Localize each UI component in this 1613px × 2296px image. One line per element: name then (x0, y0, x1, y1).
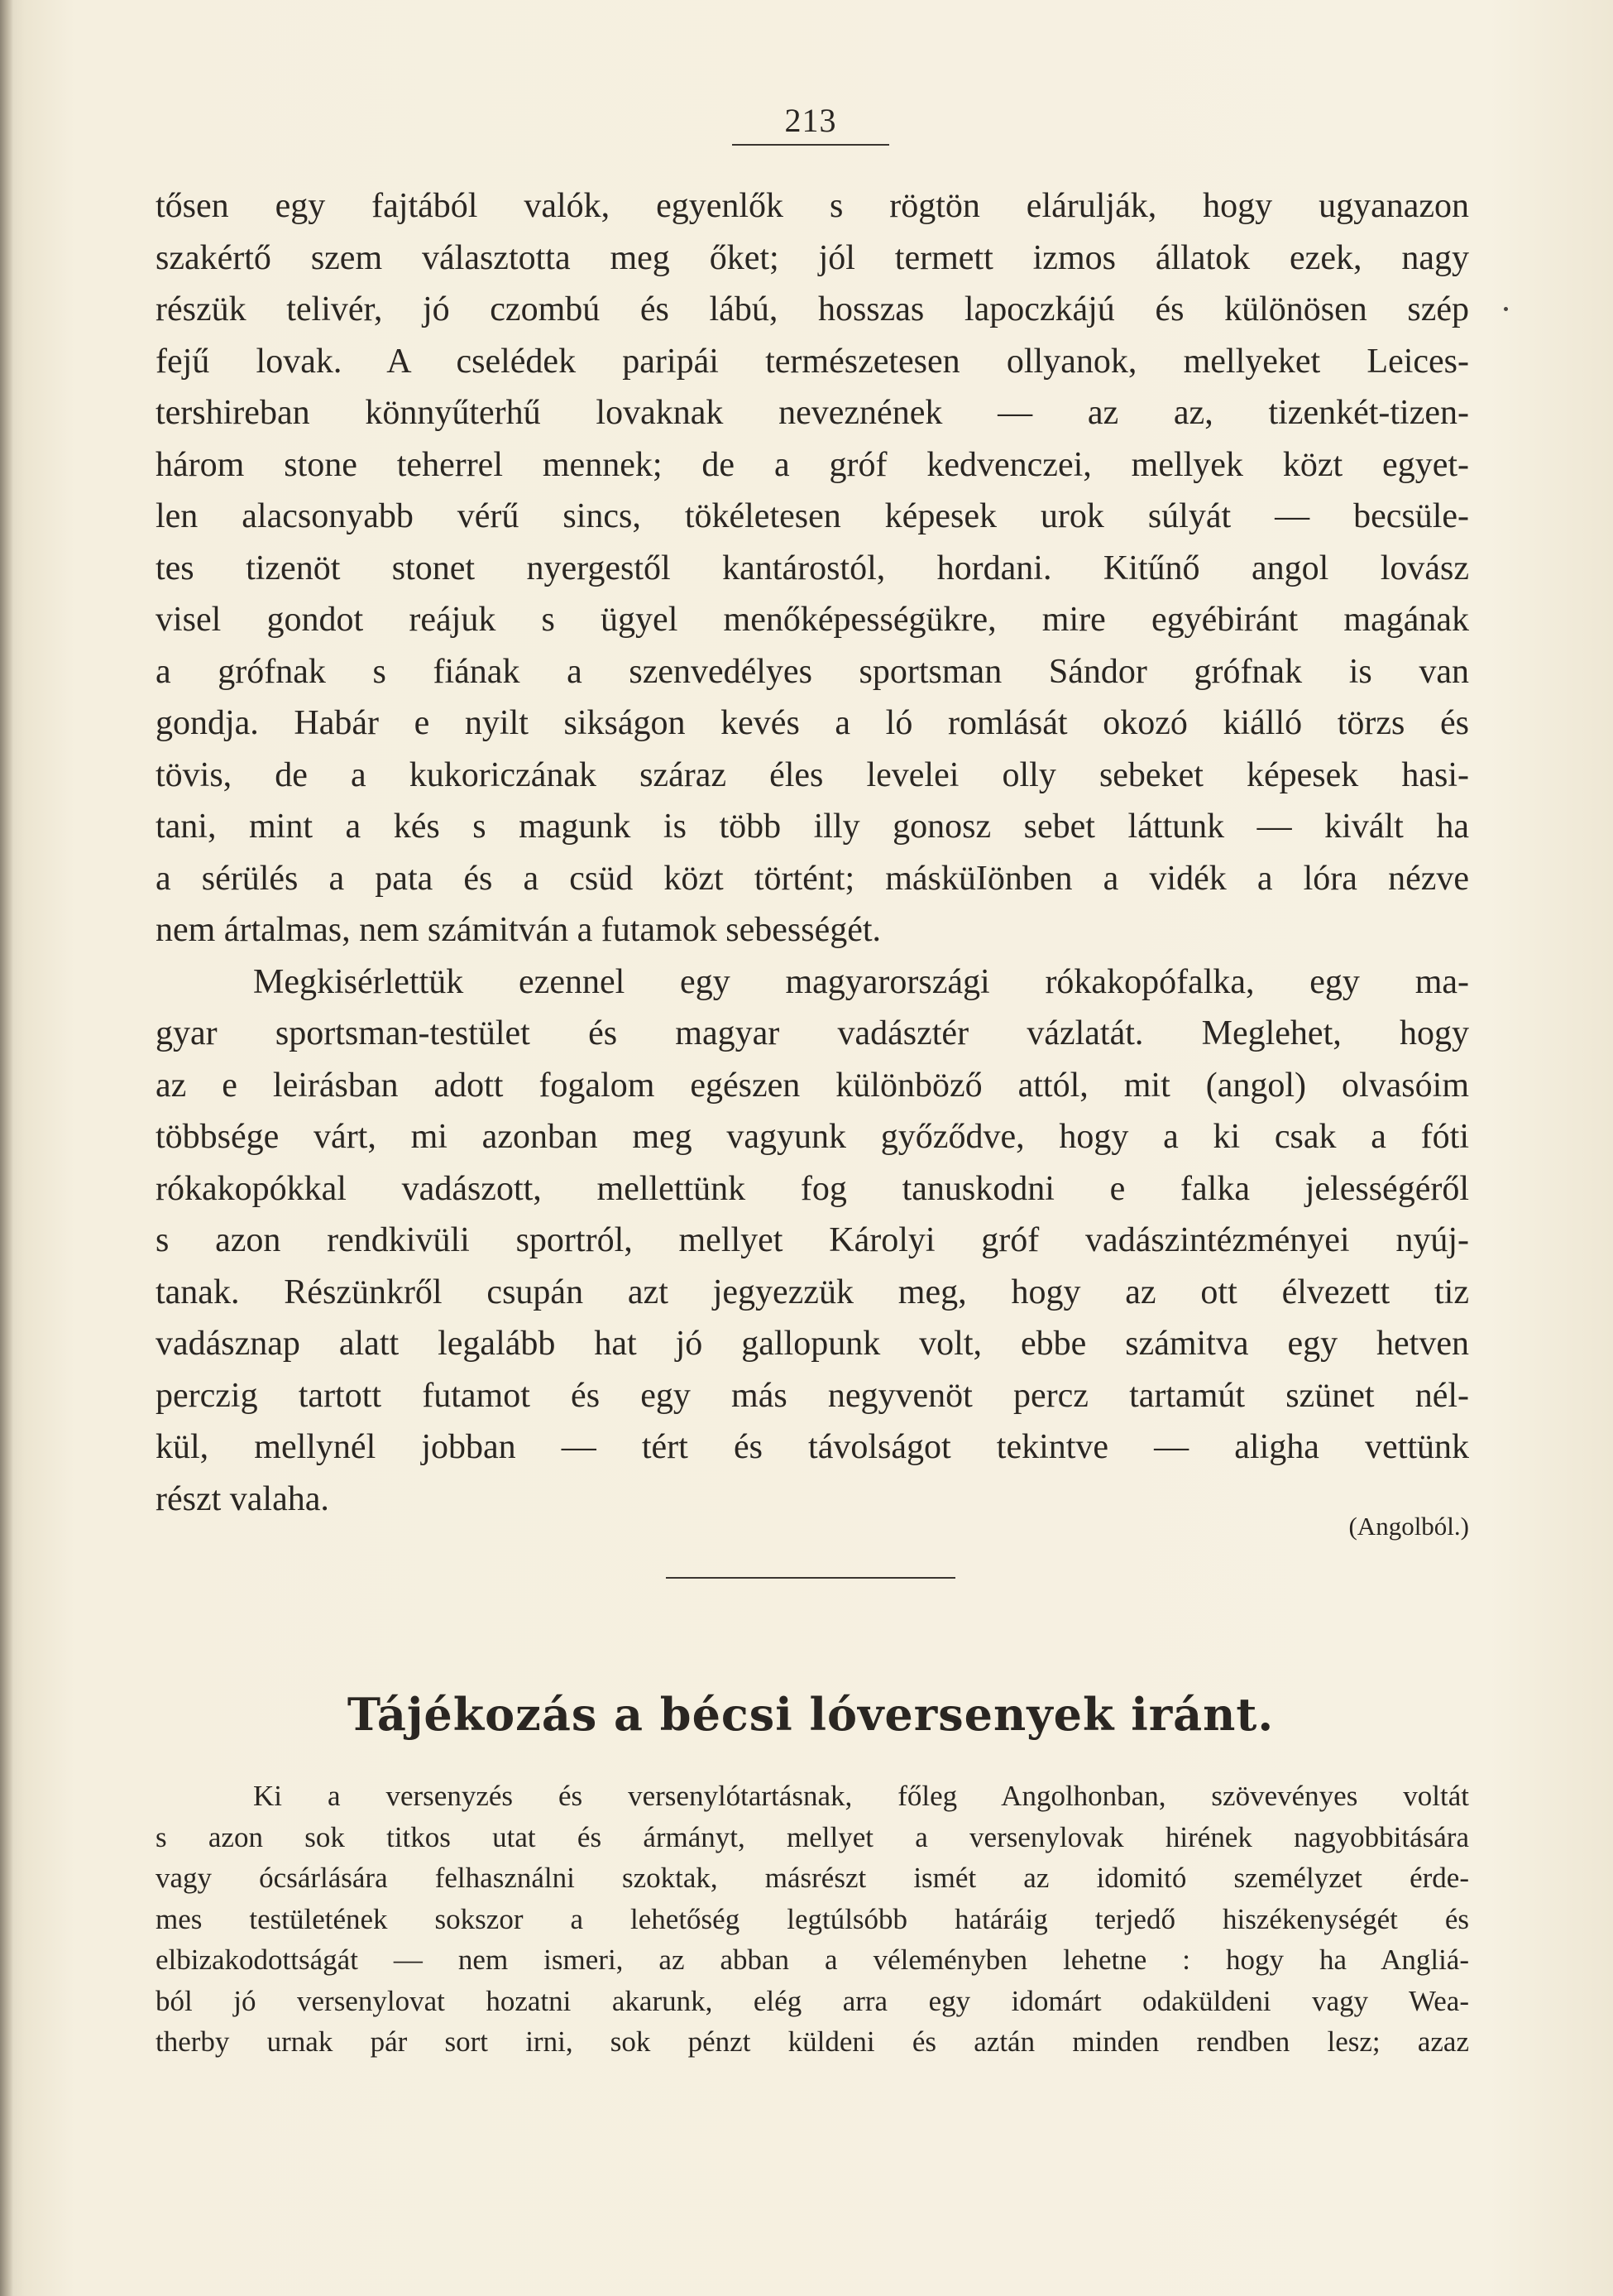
text-line: s azon rendkivüli sportról, mellyet Károlyi gróf vadászintézményei nyúj- (156, 1221, 1469, 1259)
text-line: három stone teherrel mennek; de a gróf kedvenczei, mellyek közt egyet- (156, 445, 1469, 484)
text-line: a sérülés a pata és a csüd közt történt; másküIönben a vidék a lóra nézve (156, 859, 1469, 898)
section-divider (666, 1577, 955, 1579)
text-line: tani, mint a kés s magunk is több illy gonosz sebet láttunk — kivált ha (156, 808, 1469, 846)
text-line: kül, mellynél jobban — tért és távolságot tekintve — aligha vettünk (156, 1428, 1469, 1466)
text-line: vadásznap alatt legalább hat jó gallopunk volt, ebbe számitva egy hetven (156, 1325, 1469, 1363)
source-attribution: (Angolból.) (1348, 1512, 1469, 1541)
page-number-rule (732, 144, 889, 146)
text-line: részt valaha. (156, 1479, 329, 1518)
article-body (156, 180, 1469, 1525)
text-line: ból jó versenylovat hozatni akarunk, elég arra egy idomárt odaküldeni vagy Wea- (156, 1984, 1469, 2017)
text-line: rókakopókkal vadászott, mellettünk fog tanuskodni e falka jelességéről (156, 1169, 1469, 1208)
text-line: Ki a versenyzés és versenylótartásnak, főleg Angolhonban, szövevényes voltát (253, 1780, 1469, 1812)
text-line: fejű lovak. A cselédek paripái természetesen ollyanok, mellyeket Leices- (156, 342, 1469, 381)
text-line: tershireban könnyűterhű lovaknak neveznének — az az, tizenkét-tizen- (156, 394, 1469, 432)
text-line: s azon sok titkos utat és ármányt, mellyet a versenylovak hirének nagyobbitására (156, 1820, 1469, 1853)
text-line: tes tizenöt stonet nyergestől kantárostól, hordani. Kitűnő angol lovász (156, 549, 1469, 587)
text-line: elbizakodottságát — nem ismeri, az abban a véleményben lehetne : hogy ha Angliá- (156, 1944, 1469, 1976)
text-line: visel gondot reájuk s ügyel menőképességükre, mire egyébiránt magának (156, 601, 1469, 639)
text-line: gondja. Habár e nyilt sikságon kevés a ló romlását okozó kiálló törzs és (156, 704, 1469, 742)
text-line: vagy ócsárlására felhasználni szoktak, másrészt ismét az idomitó személyzet érde- (156, 1862, 1469, 1894)
margin-mark (1504, 307, 1508, 311)
page-number: 213 (784, 102, 837, 139)
text-line: tősen egy fajtából valók, egyenlők s rögtön elárulják, hogy ugyanazon (156, 187, 1469, 225)
section-heading: Tájékozás a bécsi lóversenyek iránt. (347, 1688, 1275, 1741)
text-line: szakértő szem választotta meg őket; jól termett izmos állatok ezek, nagy (156, 238, 1469, 277)
text-line: therby urnak pár sort irni, sok pénzt küldeni és aztán minden rendben lesz; azaz (156, 2025, 1469, 2058)
text-line: többsége várt, mi azonban meg vagyunk győződve, hogy a ki csak a fóti (156, 1118, 1469, 1156)
text-line: perczig tartott futamot és egy más negyvenöt percz tartamút szünet nél- (156, 1376, 1469, 1415)
text-line: Megkisérlettük ezennel egy magyarországi rókakopófalka, egy ma- (253, 962, 1469, 1001)
text-line: tanak. Részünkről csupán azt jegyezzük meg, hogy az ott élvezett tiz (156, 1273, 1469, 1311)
book-spine-shadow (0, 0, 13, 2296)
section-body (156, 1776, 1469, 2063)
text-line: a grófnak s fiának a szenvedélyes sportsman Sándor grófnak is van (156, 652, 1469, 691)
text-line: az e leirásban adott fogalom egészen különböző attól, mit (angol) olvasóim (156, 1066, 1469, 1105)
text-line: mes testületének sokszor a lehetőség legtúlsóbb határáig terjedő hiszékenységét és (156, 1902, 1469, 1935)
text-line: gyar sportsman-testület és magyar vadásztér vázlatát. Meglehet, hogy (156, 1014, 1469, 1052)
text-line: nem ártalmas, nem számitván a futamok sebességét. (156, 911, 882, 949)
text-line: részük telivér, jó czombú és lábú, hosszas lapoczkájú és különösen szép (156, 290, 1469, 328)
text-line: len alacsonyabb vérű sincs, tökéletesen képesek urok súlyát — becsüle- (156, 497, 1469, 535)
text-line: tövis, de a kukoriczának száraz éles levelei olly sebeket képesek hasi- (156, 755, 1469, 794)
